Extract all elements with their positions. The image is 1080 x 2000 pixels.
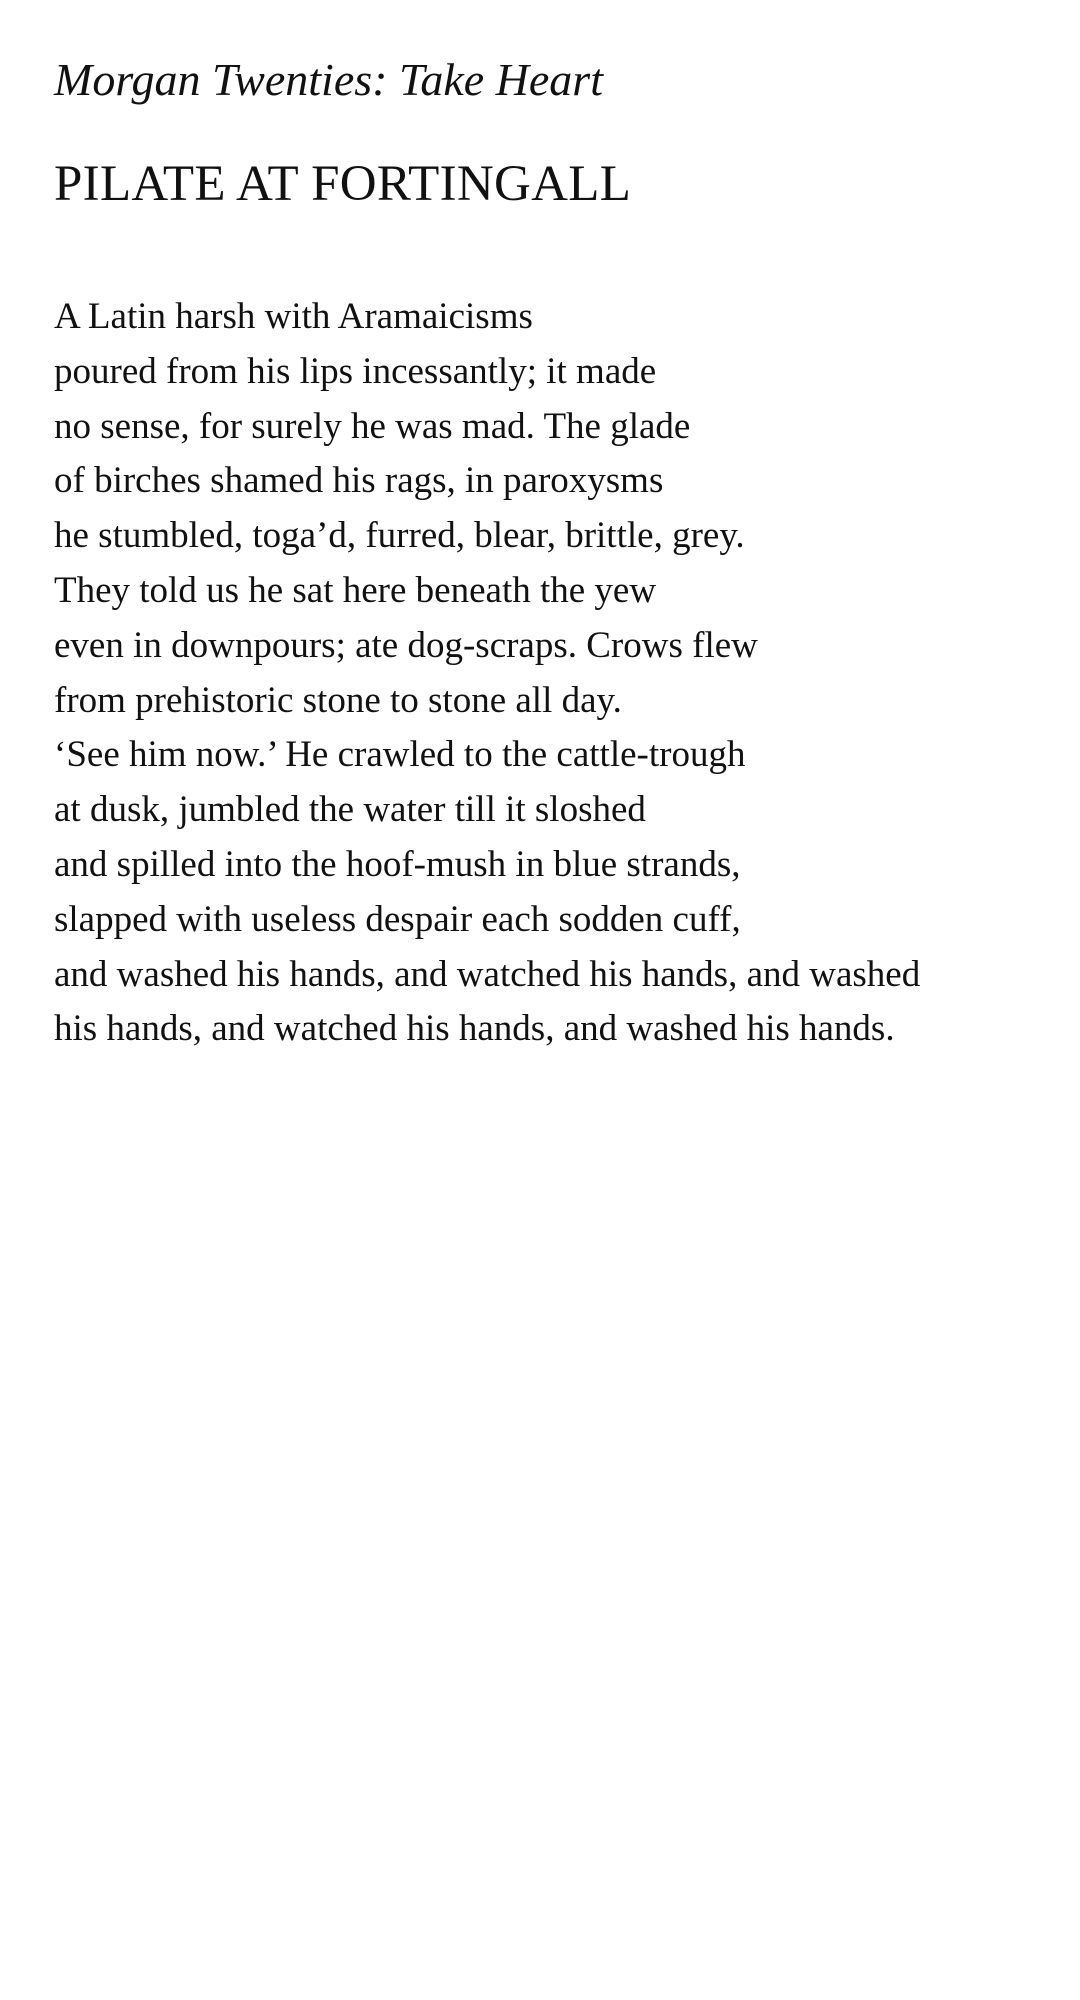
poem-line: no sense, for surely he was mad. The glade bbox=[54, 405, 691, 447]
poem-line: poured from his lips incessantly; it made bbox=[54, 350, 657, 392]
poem-line: his hands, and watched his hands, and washed his hands. bbox=[54, 1008, 895, 1050]
poem-line: he stumbled, toga’d, furred, blear, brittle, grey. bbox=[54, 515, 745, 557]
collection-title: Morgan Twenties: Take Heart bbox=[54, 54, 603, 105]
poem-line: and washed his hands, and watched his hands, and washed bbox=[54, 953, 921, 995]
poem-line: A Latin harsh with Aramaicisms bbox=[54, 296, 533, 337]
poem-line: They told us he sat here beneath the yew bbox=[54, 569, 657, 611]
poem-line: from prehistoric stone to stone all day. bbox=[54, 679, 622, 721]
poem-text bbox=[54, 290, 920, 1057]
poem-line: at dusk, jumbled the water till it sloshed bbox=[54, 789, 646, 831]
poem-line: ‘See him now.’ He crawled to the cattle-trough bbox=[54, 734, 746, 776]
poem-line: of birches shamed his rags, in paroxysms bbox=[54, 460, 664, 502]
poem-title: PILATE AT FORTINGALL bbox=[54, 156, 632, 212]
poem-line: even in downpours; ate dog-scraps. Crows flew bbox=[54, 624, 758, 666]
poem-line: and spilled into the hoof-mush in blue strands, bbox=[54, 843, 741, 885]
poem-line: slapped with useless despair each sodden cuff, bbox=[54, 898, 741, 940]
